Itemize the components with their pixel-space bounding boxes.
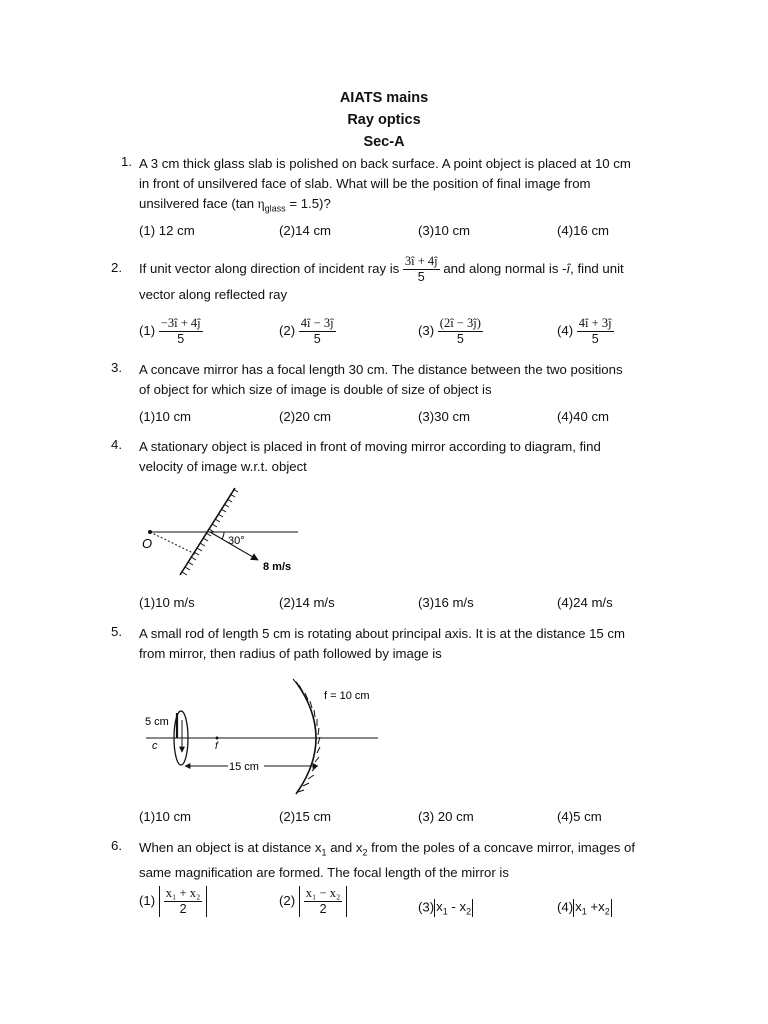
q6-option-3[interactable]: (3) $x_1 - x_2$ (418, 899, 472, 917)
doc-title: AIATS mains (339, 90, 429, 106)
dotted-perpendicular (150, 532, 195, 554)
q4-text: A stationary object is placed in front of moving mirror according to diagram, find velocity of image w.r.t. object (139, 439, 601, 474)
q2-text: If unit vector along direction of incident ray is $\frac{3î + 4ĵ}{5}$ and along normal is -î, find unit (139, 254, 624, 285)
q1-option-4[interactable]: (4)16 cm (557, 223, 610, 238)
q2-text-line2: vector along reflected ray (139, 287, 288, 302)
q3-number: 3. (111, 360, 122, 375)
q4-option-3[interactable]: (3)16 m/s (418, 595, 474, 610)
q6-option-2[interactable]: (2) $\frac{\text{x₁ − x₂}}{2}$ (279, 886, 347, 917)
q6-option-1[interactable]: (1) $\frac{\text{x₁ + x₂}}{2}$ (139, 886, 207, 917)
focus-label: f (215, 741, 218, 752)
moving-mirror-diagram (140, 482, 305, 582)
q2-option-1[interactable]: (1) $\frac{-3î + 4ĵ}{5}$ (139, 316, 201, 346)
q5-text: A small rod of length 5 cm is rotating about principal axis. It is at the distance 15 cm from mirror, then radius of path followed by image is (139, 626, 625, 661)
focal-length-label: f = 10 cm (324, 690, 370, 702)
q6-text: When an object is at distance $x_1$ and $x_2$ from the poles of a concave mirror, images of same magnification are formed. The focal length of the mirror is (139, 840, 636, 880)
q3-option-3[interactable]: (3)30 cm (418, 409, 471, 424)
q2-option-2[interactable]: (2) $\frac{4î - 3ĵ}{5}$ (279, 316, 334, 346)
q1-number: 1. (121, 154, 132, 169)
q5-option-1[interactable]: (1)10 cm (139, 809, 192, 824)
q2-option-3[interactable]: (3) $\frac{(2î - 3ĵ)}{5}$ (418, 316, 481, 346)
q5-option-3[interactable]: (3) 20 cm (418, 809, 474, 824)
focus-point (216, 737, 219, 740)
section-title: Sec-A (363, 134, 405, 150)
doc-subtitle: Ray optics (347, 112, 421, 128)
angle-arc (222, 532, 224, 539)
angle-label: 30° (228, 535, 245, 547)
q3-text: A concave mirror has a focal length 30 cm. The distance between the two positions of object for which size of image is double of size of object is (139, 362, 623, 397)
eta-symbol: η (257, 196, 265, 211)
q4-option-2[interactable]: (2)14 m/s (279, 595, 335, 610)
q6-option-4[interactable]: (4) $x_1 +x_2$ (557, 899, 610, 917)
q5-option-4[interactable]: (4)5 cm (557, 809, 602, 824)
centre-label: c (152, 740, 158, 752)
q2-number: 2. (111, 260, 122, 275)
velocity-label: 8 m/s (263, 561, 292, 573)
q3-option-2[interactable]: (2)20 cm (279, 409, 332, 424)
distance-label: 15 cm (229, 761, 259, 773)
q1-text: A 3 cm thick glass slab is polished on back surface. A point object is placed at 10 cm in front of unsilvered face of slab. What will be the position of final image from unsilvered face (tan $\eta_{glass} = 1.5$)? (139, 156, 631, 214)
rod-length-label: 5 cm (145, 716, 169, 728)
q1-option-1[interactable]: (1) 12 cm (139, 223, 195, 238)
q4-option-1[interactable]: (1)10 m/s (139, 595, 195, 610)
rotating-rod-diagram (140, 672, 385, 802)
incident-vector-fraction: $\frac{3î + 4ĵ}{5}$ (404, 254, 438, 285)
q4-option-4[interactable]: (4)24 m/s (557, 595, 613, 610)
q4-number: 4. (111, 437, 122, 452)
q6-number: 6. (111, 838, 122, 853)
q3-option-4[interactable]: (4)40 cm (557, 409, 610, 424)
q2-option-4[interactable]: (4) $\frac{4î + 3ĵ}{5}$ (557, 316, 612, 346)
q1-option-2[interactable]: (2)14 cm (279, 223, 332, 238)
q5-option-2[interactable]: (2)15 cm (279, 809, 332, 824)
q3-option-1[interactable]: (1)10 cm (139, 409, 192, 424)
object-label: O (142, 536, 153, 551)
object-point (148, 530, 152, 534)
q1-option-3[interactable]: (3)10 cm (418, 223, 471, 238)
q5-number: 5. (111, 624, 122, 639)
